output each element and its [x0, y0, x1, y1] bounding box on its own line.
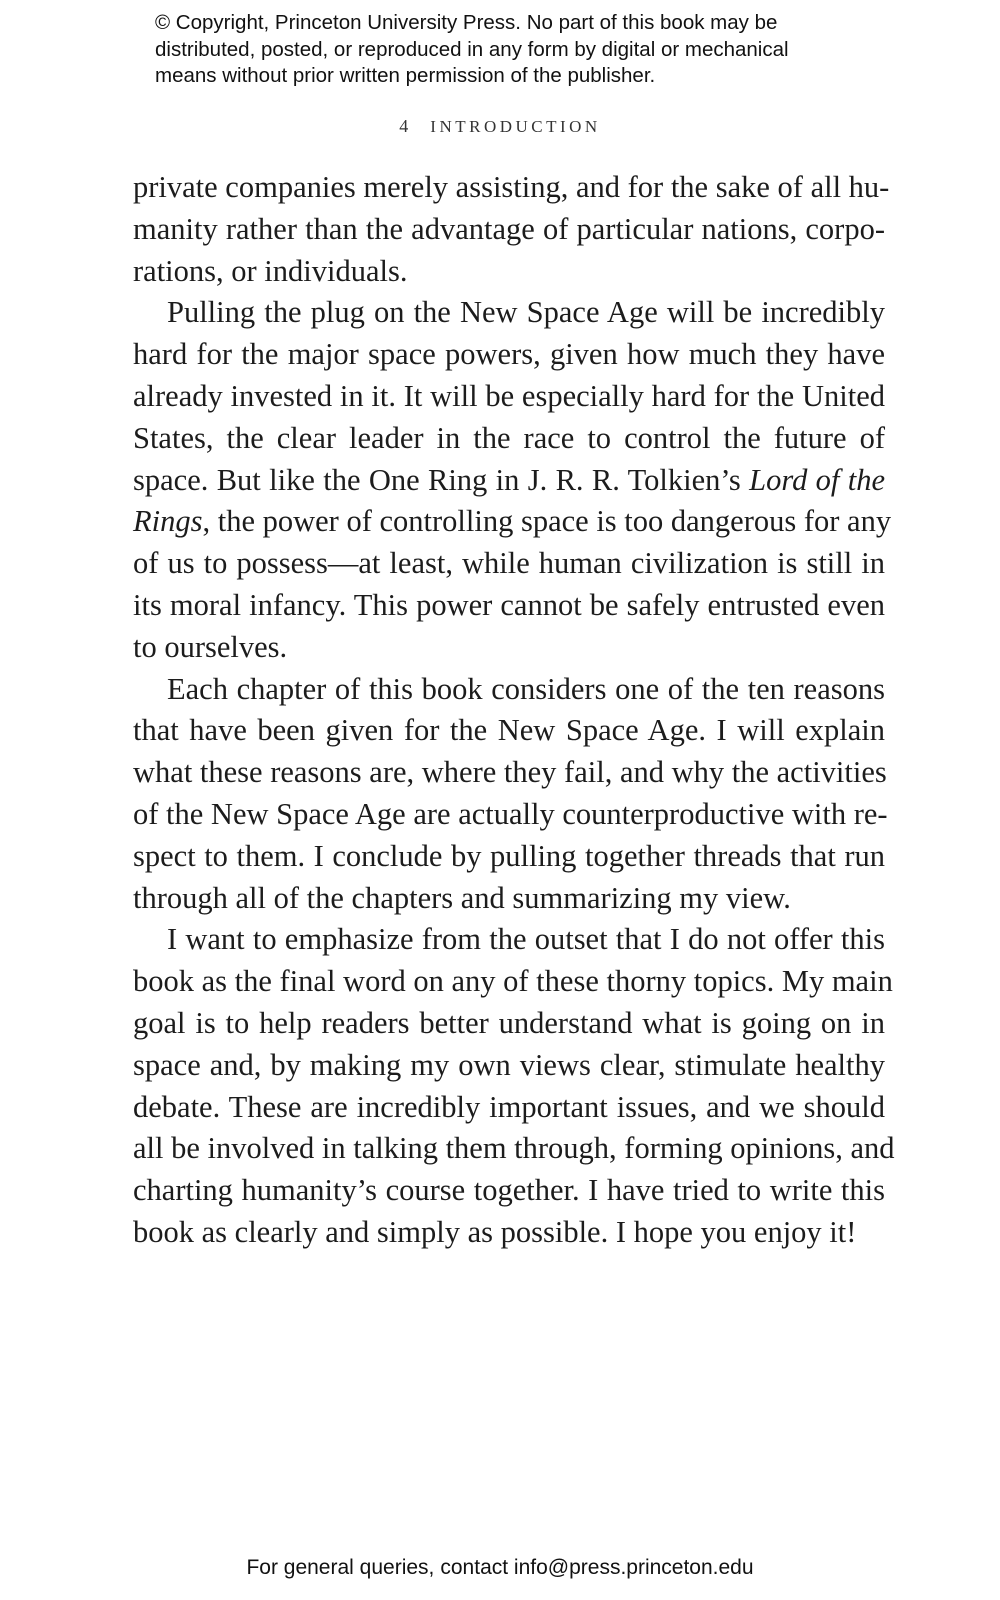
text-line: its moral infancy. This power cannot be safely entrusted even — [133, 587, 885, 622]
copyright-line: © Copyright, Princeton University Press. No part of this book may be — [155, 11, 778, 34]
text-line: to ourselves. — [133, 629, 288, 664]
text-line: spect to them. I conclude by pulling together threads that run — [133, 838, 885, 873]
text-line: through all of the chapters and summarizing my view. — [133, 880, 791, 915]
text-line: debate. These are incredibly important issues, and we should — [133, 1089, 885, 1124]
text-line: book as the final word on any of these thorny topics. My main — [133, 964, 893, 999]
text-line: rations, or individuals. — [133, 253, 408, 288]
text-line: already invested in it. It will be especially hard for the United — [133, 378, 885, 413]
text-line: I want to emphasize from the outset that I do not offer this — [167, 922, 885, 957]
text-line — [133, 501, 892, 543]
text-line: all be involved in talking them through, forming opinions, and — [133, 1131, 895, 1166]
chapter-title: INTRODUCTION — [430, 117, 601, 136]
text-line: of us to possess—at least, while human civilization is still in — [133, 546, 885, 581]
book-title: Rings — [133, 504, 203, 539]
text-line: Pulling the plug on the New Space Age will be incredibly — [167, 295, 885, 330]
footer-contact — [0, 1556, 1000, 1580]
running-head — [0, 116, 1000, 137]
text-line: hard for the major space powers, given how much they have — [133, 337, 885, 372]
copyright-line: distributed, posted, or reproduced in any form by digital or mechanical — [155, 37, 789, 61]
footer-email: contact info@press.princeton.edu — [440, 1556, 754, 1579]
text-line: manity rather than the advantage of particular nations, corpo- — [133, 211, 885, 246]
text-line: space and, by making my own views clear, stimulate healthy — [133, 1047, 885, 1082]
text-line: Each chapter of this book considers one of the ten reasons — [167, 671, 885, 706]
body-text — [133, 167, 895, 1254]
text-line: book as clearly and simply as possible. I hope you enjoy it! — [133, 1214, 857, 1249]
text-line: what these reasons are, where they fail, and why the activities — [133, 755, 887, 790]
text-line: of the New Space Age are actually counterproductive with re- — [133, 796, 888, 831]
text-line: charting humanity’s course together. I have tried to write this — [133, 1173, 885, 1208]
text-run: space. But like the One Ring in J. R. R. Tolkien’s — [133, 462, 741, 497]
book-title: Lord of the — [749, 462, 886, 497]
text-run: , the power of controlling space is too dangerous for any — [202, 504, 892, 539]
copyright-notice — [155, 10, 875, 90]
text-line: goal is to help readers better understand what is going on in — [133, 1005, 885, 1040]
text-line — [133, 460, 885, 502]
text-line: private companies merely assisting, and for the sake of all hu- — [133, 170, 890, 204]
text-line: States, the clear leader in the race to control the future of — [133, 420, 885, 455]
text-line: that have been given for the New Space Age. I will explain — [133, 713, 885, 748]
copyright-line: means without prior written permission of the publisher. — [155, 64, 656, 87]
page-number: 4 — [399, 116, 409, 136]
footer-label: For general queries, — [246, 1556, 435, 1579]
